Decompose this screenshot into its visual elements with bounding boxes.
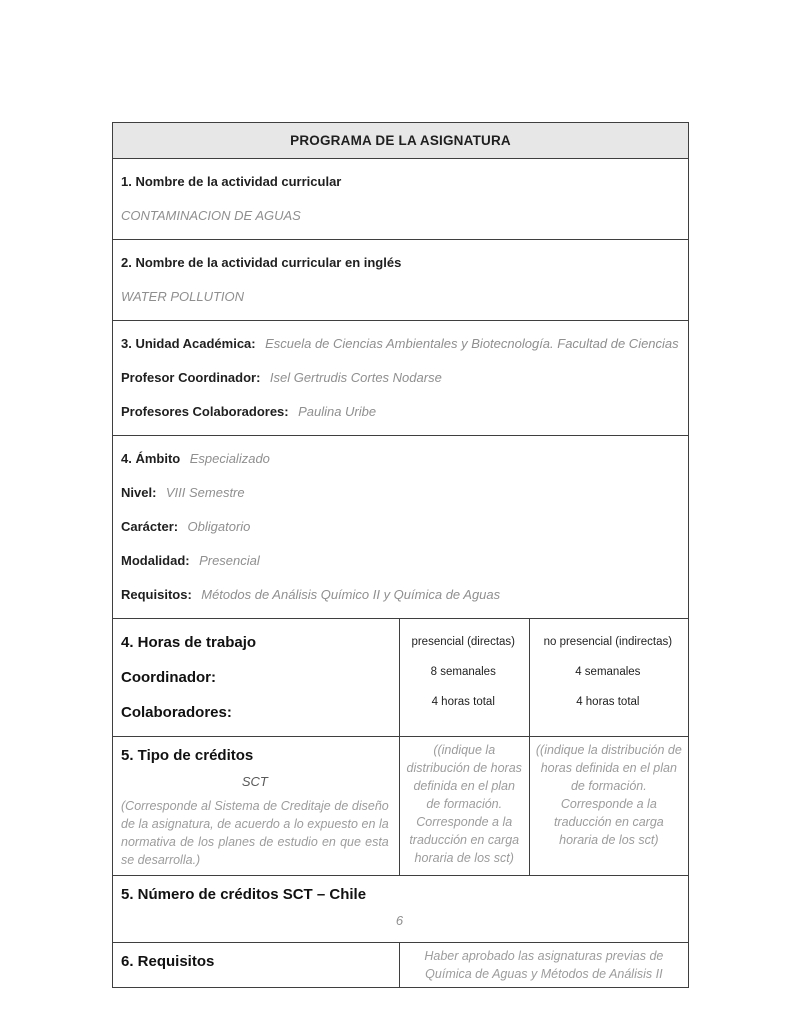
tipo-creditos-no-presencial-cell (529, 737, 688, 875)
horas-presencial-total: 4 horas total (431, 696, 495, 708)
requisitos-value-cell (399, 943, 688, 987)
nivel-value: VIII Semestre (165, 485, 245, 500)
profesores-colaboradores-label: Profesores Colaboradores: (121, 404, 289, 419)
caracter-value: Obligatorio (187, 519, 251, 534)
unidad-academica-line (121, 327, 678, 361)
profesores-colaboradores-line (121, 395, 678, 429)
profesor-coordinador-value: Isel Gertrudis Cortes Nodarse (269, 370, 442, 385)
document-title: PROGRAMA DE LA ASIGNATURA (113, 123, 688, 159)
profesor-coordinador-label: Profesor Coordinador: (121, 370, 261, 385)
requisitos-ambito-label: Requisitos: (121, 587, 192, 602)
tipo-creditos-valor: SCT (241, 774, 268, 789)
modalidad-value: Presencial (199, 553, 260, 568)
profesor-coordinador-line (121, 361, 678, 395)
horas-presencial-cell (399, 619, 529, 736)
section-numero-creditos (113, 876, 688, 943)
horas-colaboradores-label: Colaboradores: (121, 704, 232, 721)
modalidad-line (121, 544, 678, 578)
horas-no-presencial-total: 4 horas total (576, 696, 640, 708)
unidad-academica-label: 3. Unidad Académica: (121, 336, 256, 351)
horas-no-presencial-semanales: 4 semanales (575, 666, 641, 678)
section-nombre (113, 159, 688, 240)
section-horas-trabajo (113, 619, 688, 737)
horas-no-presencial-cell (529, 619, 688, 736)
unidad-academica-value: Escuela de Ciencias Ambientales y Biotecnología. Facultad de Ciencias (265, 336, 679, 351)
ambito-line (121, 442, 678, 476)
horas-labels-cell (113, 619, 399, 736)
nivel-label: Nivel: (121, 485, 157, 500)
requisitos-label-cell (113, 943, 399, 987)
section-ambito (113, 436, 688, 619)
horas-coordinador-label: Coordinador: (121, 669, 216, 686)
section-unidad-academica (113, 321, 688, 436)
nombre-ingles-label: 2. Nombre de la actividad curricular en inglés (121, 255, 402, 270)
requisitos-ambito-line (121, 578, 678, 612)
section-nombre-ingles (113, 240, 688, 321)
section-tipo-creditos (113, 737, 688, 876)
horas-presencial-header: presencial (directas) (411, 636, 515, 648)
tipo-creditos-nota-no-presencial: ((indique la distribución de horas definida en el plan de formación. Corresponde a la traducción en carga horaria de los sct) (535, 743, 682, 847)
nombre-value: CONTAMINACION DE AGUAS (121, 208, 301, 223)
requisitos-label: 6. Requisitos (121, 953, 215, 970)
tipo-creditos-nota-presencial: ((indique la distribución de horas definida en el plan de formación. Corresponde a la traducción en carga horaria de los sct) (406, 743, 522, 865)
nombre-label: 1. Nombre de la actividad curricular (121, 174, 342, 189)
requisitos-ambito-value: Métodos de Análisis Químico II y Química de Aguas (201, 587, 501, 602)
tipo-creditos-presencial-cell (399, 737, 529, 875)
horas-trabajo-label: 4. Horas de trabajo (121, 634, 257, 651)
tipo-creditos-cell (113, 737, 399, 875)
ambito-label: 4. Ámbito (121, 451, 181, 466)
nombre-ingles-value: WATER POLLUTION (121, 289, 245, 304)
programa-asignatura-table (112, 122, 689, 988)
modalidad-label: Modalidad: (121, 553, 190, 568)
caracter-line (121, 510, 678, 544)
horas-no-presencial-header: no presencial (indirectas) (543, 636, 673, 648)
profesores-colaboradores-value: Paulina Uribe (298, 404, 377, 419)
requisitos-value: Haber aprobado las asignaturas previas de Química de Aguas y Métodos de Análisis II (424, 949, 664, 981)
numero-creditos-label: 5. Número de créditos SCT – Chile (121, 886, 367, 903)
numero-creditos-value: 6 (395, 913, 404, 928)
tipo-creditos-nota: (Corresponde al Sistema de Creditaje de diseño de la asignatura, de acuerdo a lo expuesto en la normativa de los planes de estudio en que esta se desarrolla.) (121, 799, 389, 867)
section-requisitos (113, 943, 688, 987)
nivel-line (121, 476, 678, 510)
horas-presencial-semanales: 8 semanales (430, 666, 496, 678)
tipo-creditos-label: 5. Tipo de créditos (121, 747, 254, 764)
caracter-label: Carácter: (121, 519, 179, 534)
ambito-value: Especializado (189, 451, 270, 466)
